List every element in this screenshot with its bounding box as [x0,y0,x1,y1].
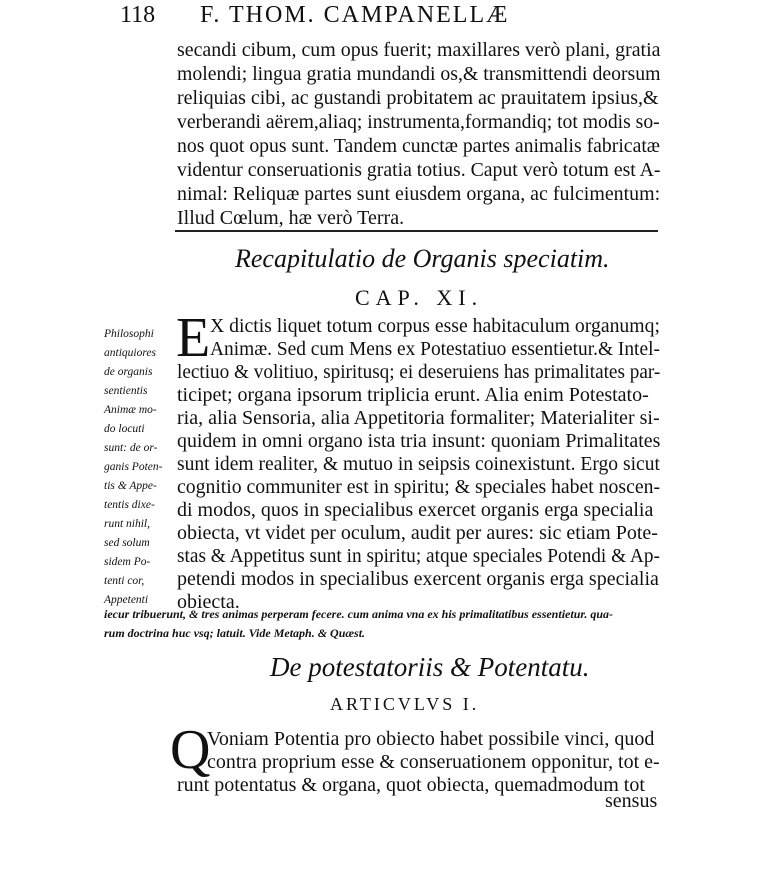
chapter-heading: CAP. XI. [355,285,484,310]
article-heading: ARTICVLVS I. [330,694,480,714]
text-line: cognitio communiter est in spiritu; & speciales habet noscen- [177,476,661,498]
subsection-title: De potestatoriis & Potentatu. [270,652,590,682]
margin-note-line: ganis Poten- [104,461,163,473]
text-line: sunt idem realiter, & mutuo in seipsis coinexistunt. Ergo sicut [177,453,660,475]
text-line: runt potentatus & organa, quot obiecta, quemadmodum tot [177,774,645,796]
margin-note-line: de organis [104,366,153,378]
text-line: quidem in omni organo ista tria insunt: quoniam Primalitates [177,430,661,452]
text-line: Animæ. Sed cum Mens ex Potestatiuo essentietur.& Intel- [210,338,660,360]
text-line: reliquias cibi, ac gustandi probitatem ac prauitatem ipsius,& [177,87,659,109]
text-line: secandi cibum, cum opus fuerit; maxillares verò plani, gratia [177,39,661,61]
text-line: Illud Cœlum, hæ verò Terra. [177,207,405,229]
running-title: F. THOM. CAMPANELLÆ [200,2,510,28]
page-number: 118 [120,2,156,28]
margin-note-line: sentientis [104,385,148,397]
text-line: Voniam Potentia pro obiecto habet possibile vinci, quod [207,728,655,750]
text-line: videntur conseruationis gratia totius. Caput verò totum est A- [177,159,661,181]
margin-note-line: sidem Po- [104,556,151,568]
margin-note-line: Animæ mo- [104,404,157,416]
margin-note [104,325,174,610]
text-line: petendi modos in specialibus exercent organis erga specialia [177,568,659,590]
text-line: X dictis liquet totum corpus esse habitaculum organumq; [210,315,660,337]
margin-note-line: sed solum [104,537,150,549]
text-line: nos quot opus sunt. Tandem cunctæ partes animalis fabricatæ [177,135,660,157]
margin-note-line: do locuti [104,423,145,435]
text-line: obiecta, vt videt per oculum, audit per aures: sic etiam Pote- [177,522,658,544]
margin-note-line: Appetenti [104,594,149,606]
margin-note-line: tenti cor, [104,575,145,587]
text-line: ticipet; organa ipsorum triplicia erunt. Alia enim Potestato- [177,384,649,406]
drop-cap: Q [170,719,211,781]
catchword: sensus [605,790,658,812]
margin-note-line: antiquiores [104,347,156,359]
margin-note-continuation: iecur tribuerunt, & tres animas perperam fecere. cum anima vna ex his primalitatibus essentietur. qua- [104,607,614,621]
margin-note-line: tentis dixe- [104,499,155,511]
margin-note-line: tis & Appe- [104,480,157,492]
drop-cap: E [176,307,211,369]
text-line: stas & Appetitus sunt in spiritu; atque speciales Potendi & Ap- [177,545,660,567]
margin-note-continuation: rum doctrina huc vsq; latuit. Vide Metaph. & Quæst. [104,626,366,640]
section-divider [175,230,658,232]
section-title: Recapitulatio de Organis speciatim. [235,244,610,273]
margin-note-line: Philosophi [104,328,154,340]
text-line: verberandi aërem,aliaq; instrumenta,formandiq; tot modis so- [177,111,660,133]
text-line: molendi; lingua gratia mundandi os,& transmittendi deorsum [177,63,661,85]
text-line: obiecta. [177,591,240,613]
margin-note-line: runt nihil, [104,518,151,530]
text-line: contra proprium esse & conseruationem opponitur, tot e- [207,751,660,773]
text-line: nimal: Reliquæ partes sunt eiusdem organa, ac fulcimentum: [177,183,661,205]
text-line: ria, alia Sensoria, alia Appetitoria formaliter; Materialiter si- [177,407,660,429]
text-line: lectiuo & volitiuo, spiritusq; ei deseruiens has primalitates par- [177,361,661,383]
page-header [120,2,640,30]
text-line: di modos, quos in specialibus exercet organis erga specialia [177,499,654,521]
margin-note-line: sunt: de or- [104,442,158,454]
